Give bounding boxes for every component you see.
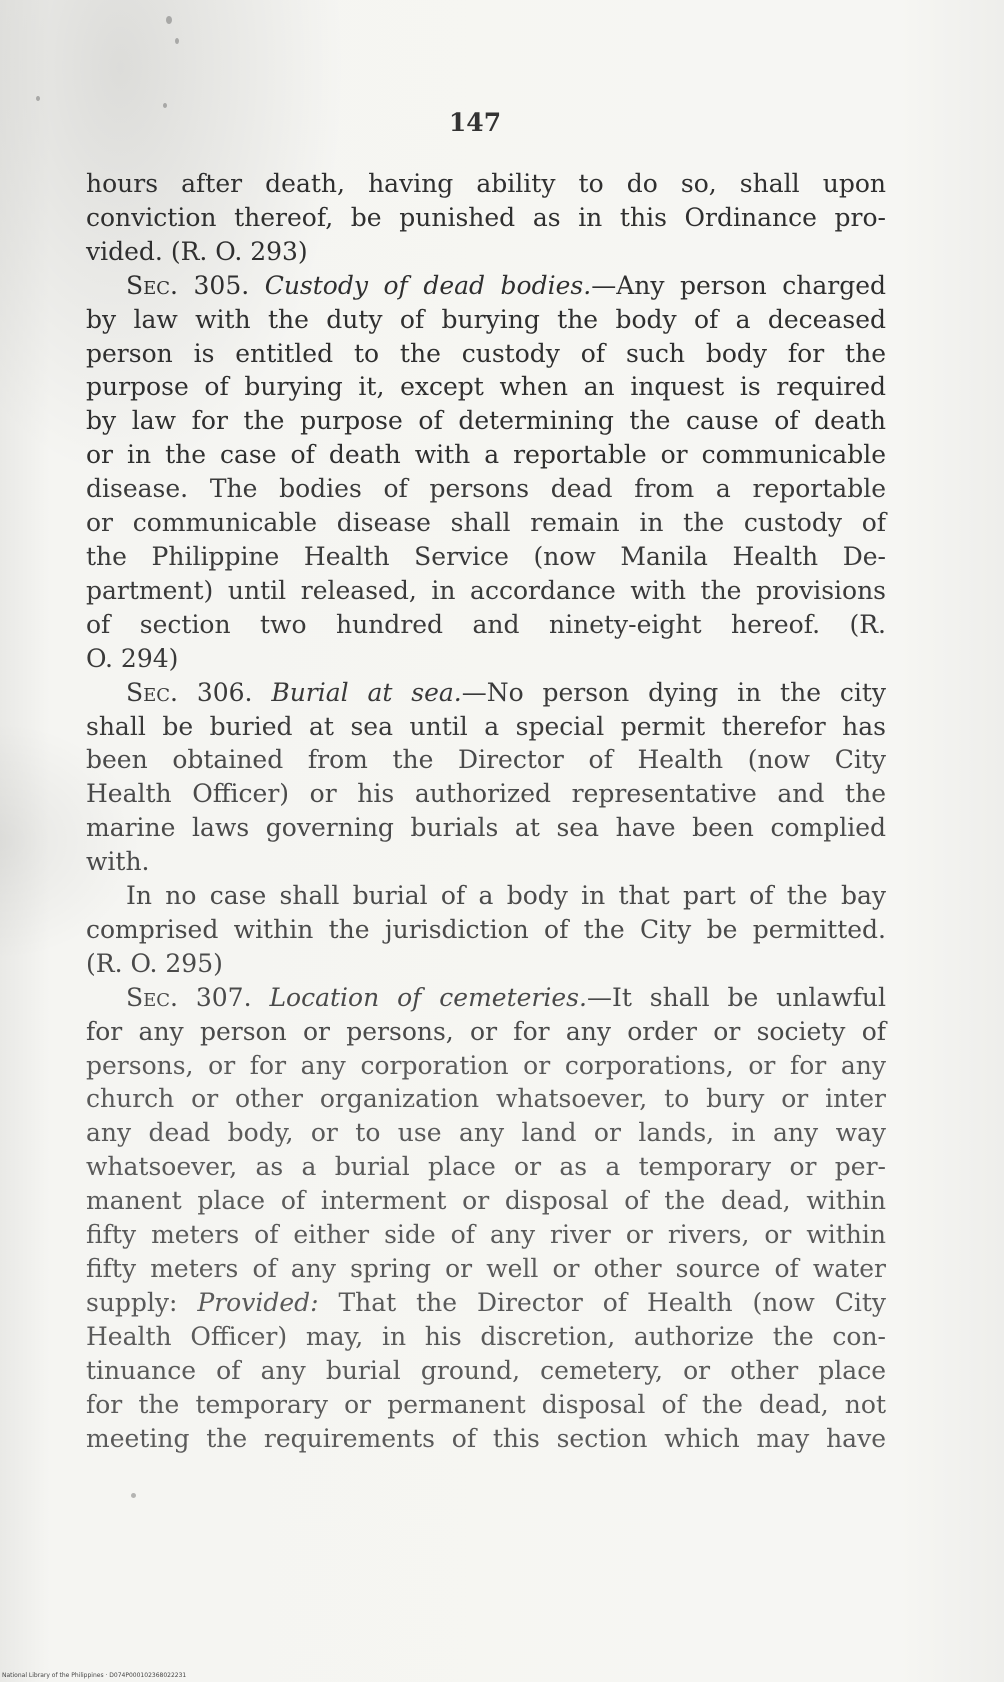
text-line: conviction thereof, be punished as in this Ordinance pro- [86, 202, 886, 232]
text-line: manent place of interment or disposal of the dead, within [86, 1186, 886, 1216]
text-fragment: That the Director of Health (now City [338, 1287, 887, 1317]
section-306 [86, 676, 886, 879]
text-line: been obtained from the Director of Health (now City [86, 745, 886, 775]
scan-speck [131, 1493, 136, 1498]
text-line: for any person or persons, or for any order or society of [86, 1016, 886, 1046]
section-307 [86, 981, 886, 1456]
text-line: partment) until released, in accordance with the provisions [86, 575, 886, 605]
text-line: marine laws governing burials at sea have been complied [86, 813, 886, 843]
text-line: fifty meters of any spring or well or other source of water [86, 1254, 886, 1283]
text-line: persons, or for any corporation or corporations, or for any [86, 1050, 886, 1080]
text-line: vided. (R. O. 293) [86, 236, 308, 266]
text-line: fifty meters of either side of any river or rivers, or within [86, 1220, 886, 1250]
section-first-line [86, 981, 886, 1015]
text-line: or in the case of death with a reportable or communicable [86, 440, 886, 470]
page-number: 147 [448, 108, 502, 137]
text-line: whatsoever, as a burial place or as a temporary or per- [86, 1152, 886, 1182]
scan-speck [166, 16, 172, 24]
section-label: Sec. 307. [126, 982, 252, 1012]
text-fragment: supply: [86, 1287, 178, 1317]
text-fragment: —No person dying in the city [461, 677, 887, 707]
text-line: Health Officer) or his authorized representative and the [86, 779, 886, 809]
section-label: Sec. 305. [126, 270, 250, 300]
section-306-paragraph-2 [86, 879, 886, 981]
text-line: by law for the purpose of determining the cause of death [86, 406, 886, 436]
section-heading: Burial at sea. [271, 677, 462, 707]
text-line: (R. O. 295) [86, 948, 223, 978]
text-line-with-proviso [86, 1286, 886, 1320]
text-line: O. 294) [86, 643, 179, 673]
proviso-keyword: Provided: [197, 1287, 319, 1317]
text-line: church or other organization whatsoever, to bury or inter [86, 1084, 886, 1114]
text-line: In no case shall burial of a body in that part of the bay [126, 881, 886, 911]
section-label: Sec. 306. [126, 677, 253, 707]
text-line: comprised within the jurisdiction of the City be permitted. [86, 914, 886, 944]
text-line: by law with the duty of burying the body of a deceased [86, 304, 886, 334]
text-line: any dead body, or to use any land or lands, in any way [86, 1118, 886, 1148]
text-line: with. [86, 847, 150, 877]
scan-footer-note: National Library of the Philippines · D074P000102368022231 [2, 1672, 187, 1679]
text-line: the Philippine Health Service (now Manila Health De- [86, 541, 886, 571]
text-line: or communicable disease shall remain in the custody of [86, 508, 886, 538]
text-fragment: —It shall be unlawful [586, 982, 886, 1012]
section-first-line [86, 676, 886, 710]
text-line: Health Officer) may, in his discretion, authorize the con- [86, 1321, 886, 1351]
text-line: person is entitled to the custody of such body for the [86, 338, 886, 368]
scan-speck [36, 96, 40, 101]
body-text [86, 167, 886, 1455]
text-line: purpose of burying it, except when an inquest is required [86, 372, 886, 402]
paragraph-continuation [86, 167, 886, 269]
text-line: of section two hundred and ninety-eight hereof. (R. [86, 609, 886, 639]
text-line: tinuance of any burial ground, cemetery, or other place [86, 1355, 886, 1385]
scan-speck [175, 38, 179, 44]
text-line: meeting the requirements of this section which may have [86, 1423, 886, 1453]
text-fragment: —Any person charged [591, 270, 886, 300]
text-line: disease. The bodies of persons dead from a reportable [86, 474, 886, 504]
text-line: hours after death, having ability to do so, shall upon [86, 169, 886, 198]
section-heading: Location of cemeteries. [269, 982, 587, 1012]
section-heading: Custody of dead bodies. [264, 270, 592, 300]
text-line: for the temporary or permanent disposal of the dead, not [86, 1389, 886, 1419]
section-305 [86, 269, 886, 676]
section-first-line [86, 269, 886, 303]
text-line: shall be buried at sea until a special permit therefor has [86, 711, 886, 741]
